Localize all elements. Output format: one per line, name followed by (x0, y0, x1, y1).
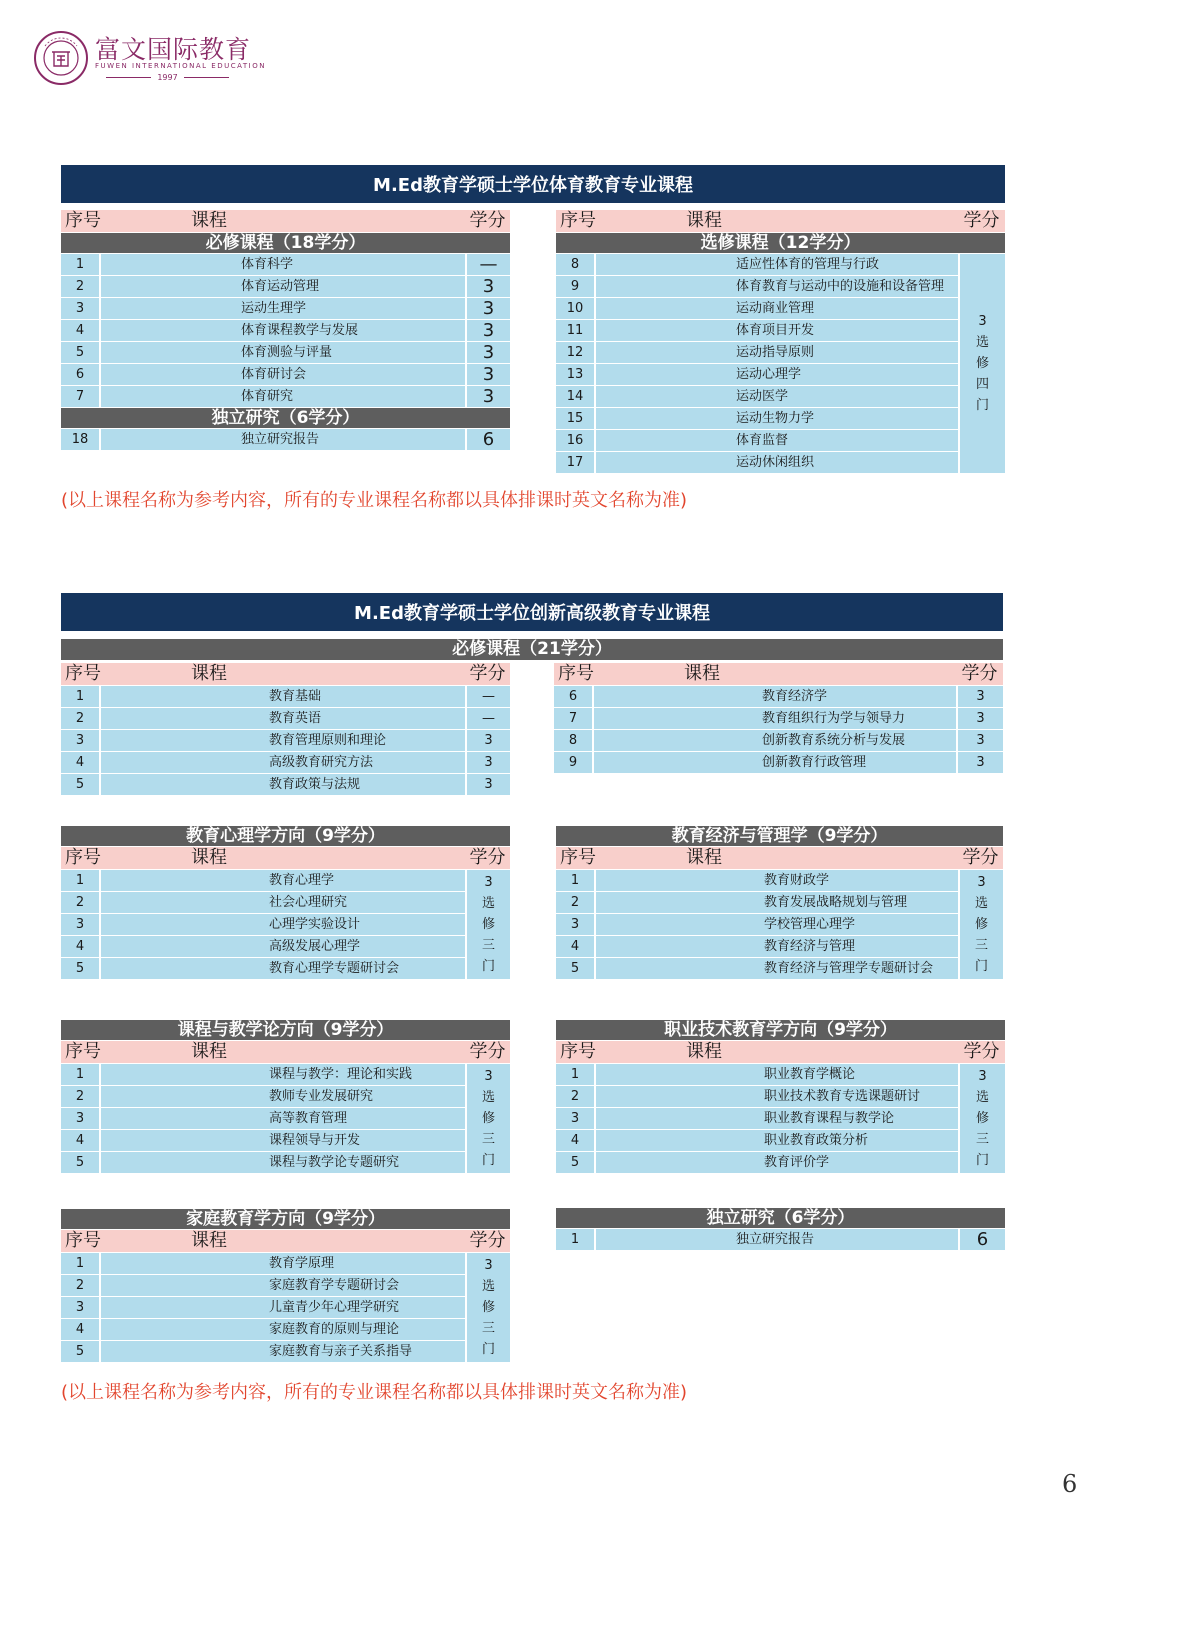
innov-research-table (556, 1207, 1005, 1251)
table-row: 17 运动休闲组织 (556, 452, 1005, 473)
voc-direction-title: 职业技术教育学方向（9学分） (556, 1020, 1005, 1040)
table-row: 3 学校管理心理学 (556, 914, 1003, 935)
table-row: 6 教育经济学 3 (554, 686, 1003, 707)
table-row: 3 运动生理学 3 (61, 298, 510, 319)
table-row: 3 高等教育管理 (61, 1108, 510, 1129)
table-row: 10 运动商业管理 (556, 298, 1005, 319)
table-row: 1 课程与教学：理论和实践 3 选修三门 (61, 1064, 510, 1085)
table-row: 2 家庭教育学专题研讨会 (61, 1275, 510, 1296)
logo-name: 富文国际教育 (95, 35, 252, 64)
table-row: 2 职业技术教育专选课题研讨 (556, 1086, 1005, 1107)
table-row: 4 课程领导与开发 (61, 1130, 510, 1151)
table-row: 13 运动心理学 (556, 364, 1005, 385)
table-row: 12 运动指导原则 (556, 342, 1005, 363)
pe-required-section-title: 必修课程（18学分） (61, 233, 510, 253)
logo-seal-icon (33, 30, 89, 86)
table-row: 4 高级教育研究方法 3 (61, 752, 510, 773)
elective-credit-cell: 3 选修四门 (958, 254, 1005, 473)
table-row: 9 创新教育行政管理 3 (554, 752, 1003, 773)
table-row: 2 社会心理研究 (61, 892, 510, 913)
psych-direction-table: 教育心理学方向（9学分） 序号 课程 学分 1 教育心理学 3 选修三门 2 社会心理研究 3 心理学实验设计 4 高级发展心理学 5 教育心理学专题研讨会 (61, 825, 510, 980)
pe-elective-section-title: 选修课程（12学分） (556, 233, 1005, 253)
table-row: 4 体育课程教学与发展 3 (61, 320, 510, 341)
table-row: 3 儿童青少年心理学研究 (61, 1297, 510, 1318)
elective-credit-cell: 3 选修三门 (465, 1253, 510, 1362)
table-row: 8 适应性体育的管理与行政 3 选修四门 (556, 254, 1005, 275)
econ-direction-table: 教育经济与管理学（9学分） 序号 课程 学分 1 教育财政学 3 选修三门 2 教育发展战略规划与管理 3 学校管理心理学 4 教育经济与管理 5 教育经济与管理学专题研讨会 (556, 825, 1003, 980)
table-row: 14 运动医学 (556, 386, 1005, 407)
table-row: 1 体育科学 — (61, 254, 510, 275)
table-row: 4 家庭教育的原则与理论 (61, 1319, 510, 1340)
table-row: 1 职业教育学概论 3 选修三门 (556, 1064, 1005, 1085)
family-direction-table: 家庭教育学方向（9学分） 序号 课程 学分 1 教育学原理 3 选修三门 2 家庭教育学专题研讨会 3 儿童青少年心理学研究 4 家庭教育的原则与理论 5 家庭教育与亲子关系指导 (61, 1208, 510, 1363)
table-row: 5 教育评价学 (556, 1152, 1005, 1173)
table-row: 5 体育测验与评量 3 (61, 342, 510, 363)
table-row: 8 创新教育系统分析与发展 3 (554, 730, 1003, 751)
table-row: 15 运动生物力学 (556, 408, 1005, 429)
table-row: 4 职业教育政策分析 (556, 1130, 1005, 1151)
table-row: 4 高级发展心理学 (61, 936, 510, 957)
pe-required-table: 序号 课程 学分 必修课程（18学分） 1 体育科学 — 2 体育运动管理 3 3 运动生理学 3 4 体育课程教学与发展 3 5 体育测验与评量 3 6 体育研讨会 3 7 体育研究 3 独立研究（6学分） 18 独立研究报告 6 (61, 209, 510, 451)
elective-credit-cell: 3 选修三门 (958, 1064, 1005, 1173)
table-row: 5 课程与教学论专题研究 (61, 1152, 510, 1173)
table-row: 7 体育研究 3 (61, 386, 510, 407)
innov-required-section-title: 必修课程（21学分） (61, 639, 1003, 660)
elective-credit-cell: 3 选修三门 (958, 870, 1003, 979)
section2-title: M.Ed教育学硕士学位创新高级教育专业课程 (61, 593, 1003, 631)
curric-direction-title: 课程与教学论方向（9学分） (61, 1020, 510, 1040)
table-row: 7 教育组织行为学与领导力 3 (554, 708, 1003, 729)
table-row: 16 体育监督 (556, 430, 1005, 451)
pe-research-section-title: 独立研究（6学分） (61, 408, 510, 428)
table-row: 5 教育心理学专题研讨会 (61, 958, 510, 979)
table-row: 1 教育心理学 3 选修三门 (61, 870, 510, 891)
voc-direction-table: 职业技术教育学方向（9学分） 序号 课程 学分 1 职业教育学概论 3 选修三门 2 职业技术教育专选课题研讨 3 职业教育课程与教学论 4 职业教育政策分析 5 教育评价学 (556, 1019, 1005, 1174)
section2-note: (以上课程名称为参考内容，所有的专业课程名称都以具体排课时英文名称为准) (61, 1382, 688, 1403)
section1-title: M.Ed教育学硕士学位体育教育专业课程 (61, 165, 1005, 203)
table-row: 11 体育项目开发 (556, 320, 1005, 341)
table-row: 4 教育经济与管理 (556, 936, 1003, 957)
table-row: 2 教育英语 — (61, 708, 510, 729)
curric-direction-table: 课程与教学论方向（9学分） 序号 课程 学分 1 课程与教学：理论和实践 3 选修三门 2 教师专业发展研究 3 高等教育管理 4 课程领导与开发 5 课程与教学论专题研究 (61, 1019, 510, 1174)
table-row: 1 独立研究报告 6 (556, 1229, 1005, 1250)
elective-credit-cell: 3 选修三门 (465, 870, 510, 979)
table-row: 5 教育经济与管理学专题研讨会 (556, 958, 1003, 979)
table-row: 1 教育基础 — (61, 686, 510, 707)
logo-year: 1997 (95, 73, 240, 82)
table-row: 5 教育政策与法规 3 (61, 774, 510, 795)
logo-subtitle: FUWEN INTERNATIONAL EDUCATION (95, 62, 266, 70)
innov-research-title: 独立研究（6学分） (556, 1208, 1005, 1228)
family-direction-title: 家庭教育学方向（9学分） (61, 1209, 510, 1229)
page-number: 6 (1062, 1470, 1078, 1498)
table-row: 1 教育学原理 3 选修三门 (61, 1253, 510, 1274)
innov-required-left-table: 序号 课程 学分 1 教育基础 — 2 教育英语 — 3 教育管理原则和理论 3 4 高级教育研究方法 3 5 教育政策与法规 3 (61, 662, 510, 796)
table-row: 9 体育教育与运动中的设施和设备管理 (556, 276, 1005, 297)
table-row: 2 教育发展战略规划与管理 (556, 892, 1003, 913)
table-row: 3 心理学实验设计 (61, 914, 510, 935)
table-row: 3 教育管理原则和理论 3 (61, 730, 510, 751)
innov-required-right-table: 序号 课程 学分 6 教育经济学 3 7 教育组织行为学与领导力 3 8 创新教育系统分析与发展 3 9 创新教育行政管理 3 (554, 662, 1003, 774)
psych-direction-title: 教育心理学方向（9学分） (61, 826, 510, 846)
table-row: 18 独立研究报告 6 (61, 429, 510, 450)
table-row: 2 教师专业发展研究 (61, 1086, 510, 1107)
econ-direction-title: 教育经济与管理学（9学分） (556, 826, 1003, 846)
table-row: 1 教育财政学 3 选修三门 (556, 870, 1003, 891)
table-row: 6 体育研讨会 3 (61, 364, 510, 385)
pe-elective-table: 序号 课程 学分 选修课程（12学分） 8 适应性体育的管理与行政 3 选修四门 9 体育教育与运动中的设施和设备管理 10 运动商业管理 11 体育项目开发 12 运动指导原则 13 运动心理学 14 运动医学 15 运动生物力学 16 体育监督 17 运动休闲组织 (556, 209, 1005, 474)
table-row: 2 体育运动管理 3 (61, 276, 510, 297)
table-row: 5 家庭教育与亲子关系指导 (61, 1341, 510, 1362)
section1-note: (以上课程名称为参考内容，所有的专业课程名称都以具体排课时英文名称为准) (61, 490, 688, 511)
table-row: 3 职业教育课程与教学论 (556, 1108, 1005, 1129)
elective-credit-cell: 3 选修三门 (465, 1064, 510, 1173)
